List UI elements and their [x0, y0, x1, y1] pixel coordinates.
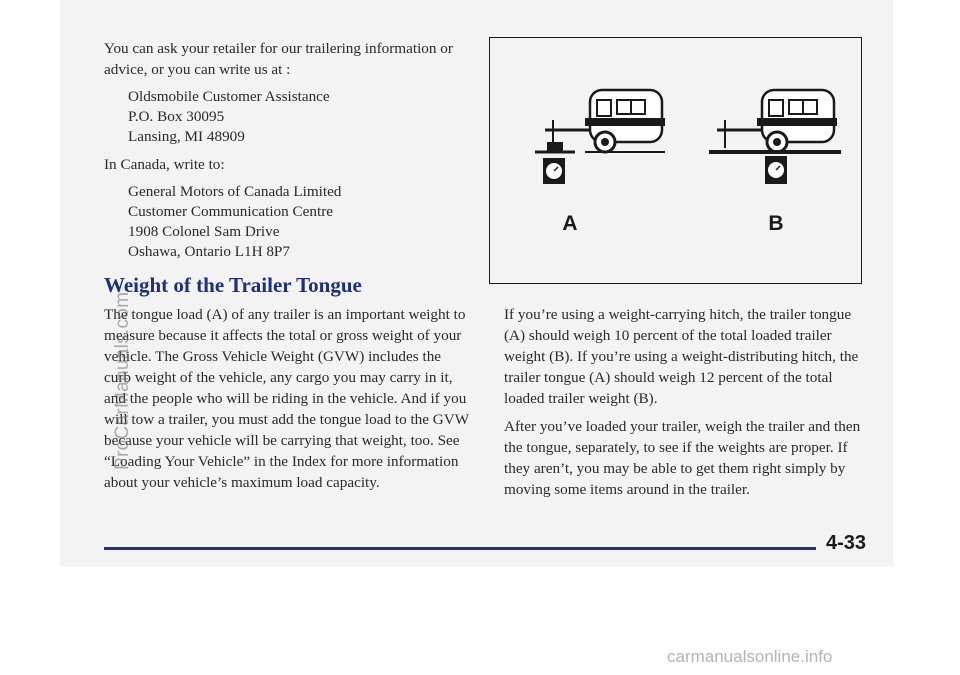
right-column [504, 304, 866, 507]
trailer-b-drawing [709, 90, 841, 184]
us-address-line: Lansing, MI 48909 [128, 128, 245, 145]
us-address-line: P.O. Box 30095 [128, 108, 225, 125]
canada-address-line: Oshawa, Ontario L1H 8P7 [128, 243, 290, 260]
section-heading: Weight of the Trailer Tongue [104, 273, 362, 297]
canada-address-line: 1908 Colonel Sam Drive [128, 223, 280, 240]
canada-intro: In Canada, write to: [104, 156, 225, 173]
trailer-scale-illustration [490, 38, 860, 282]
figure-label-b: B [768, 212, 784, 235]
us-address-line: Oldsmobile Customer Assistance [128, 88, 330, 105]
canada-address-line: Customer Communication Centre [128, 203, 334, 220]
vertical-watermark: ProCarManuals.com [112, 291, 133, 470]
site-watermark: carmanualsonline.info [667, 647, 833, 666]
hitch-weight-paragraph: If you’re using a weight-carrying hitch, the trailer tongue (A) should weigh 10 percent of the total loaded trailer weight (B). If you’re using a weight-distributing hitch, the trailer tongue (A) should weigh 12 percent of the total loaded trailer weight (B). [504, 306, 859, 407]
tongue-body-paragraph: The tongue load (A) of any trailer is an important weight to measure because it affects the total or gross weight of your vehicle. The Gross Vehicle Weight (GVW) includes the curb weight of the vehicle, any cargo you may carry in it, and the people who will be riding in the vehicle. And if you will tow a trailer, you must add the tongue load to the GVW because your vehicle will be carrying that weight, too. See “Loading Your Vehicle” in the Index for more information about your vehicle’s maximum load capacity. [104, 306, 469, 491]
trailer-weight-figure [489, 37, 862, 284]
trailer-a-drawing [535, 90, 665, 184]
left-column [104, 38, 469, 500]
us-address [128, 87, 469, 147]
page-number: 4-33 [826, 532, 867, 554]
weighing-paragraph: After you’ve loaded your trailer, weigh the trailer and then the tongue, separately, to see if the weights are proper. If they aren’t, you may be able to get them right simply by moving some items around in the trailer. [504, 418, 861, 498]
figure-label-a: A [562, 212, 578, 235]
canada-address [128, 182, 469, 262]
footer-rule [104, 547, 816, 550]
intro-paragraph: You can ask your retailer for our trailering information or advice, or you can write us at : [104, 40, 453, 78]
canada-address-line: General Motors of Canada Limited [128, 183, 342, 200]
